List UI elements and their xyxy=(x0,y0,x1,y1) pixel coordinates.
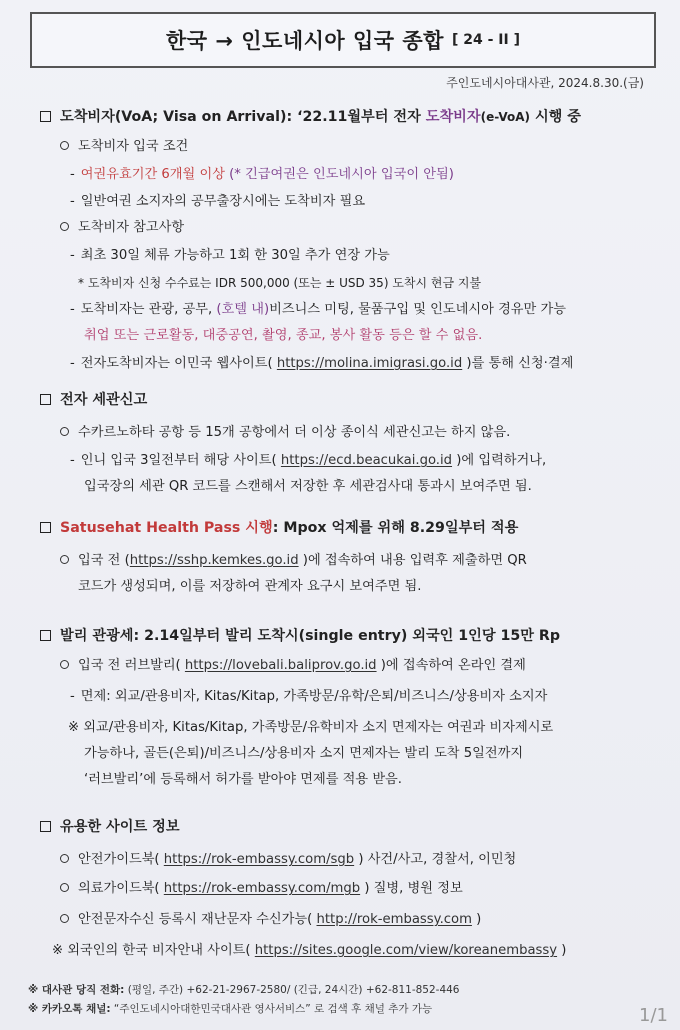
section-visa-heading: 도착비자(VoA; Visa on Arrival): ‘22.11월부터 전자 도착비자(e-VoA) 시행 중 xyxy=(40,108,581,126)
visa-conditions-subheading: 도착비자 입국 조건 xyxy=(60,138,188,156)
circle-bullet-icon xyxy=(60,660,69,669)
sgb-link[interactable]: https://rok-embassy.com/sgb xyxy=(163,852,355,867)
visa-condition-official: - 일반여권 소지자의 공무출장시에는 도착비자 필요 xyxy=(70,194,366,209)
bali-note-2: 가능하나, 골든(은퇴)/비즈니스/상용비자 소지 면제자는 발리 도착 5일전까지 xyxy=(84,746,524,761)
circle-bullet-icon xyxy=(60,854,69,863)
section-customs-heading: 전자 세관신고 xyxy=(40,391,147,409)
site-medical-guide: 의료가이드북( https://rok-embassy.com/mgb ) 질병, 병원 정보 xyxy=(60,880,463,898)
customs-paper: 수카르노하타 공항 등 15개 공항에서 더 이상 종이식 세관신고는 하지 않음. xyxy=(60,424,510,442)
page-title: 한국 → 인도네시아 입국 종합 xyxy=(165,29,444,53)
footer-phone: ※ 대사관 당직 전화: (평일, 주간) +62-21-2967-2580/ (긴급, 24시간) +62-811-852-446 xyxy=(28,984,460,996)
section-health-heading: Satusehat Health Pass 시행: Mpox 억제를 위해 8.29일부터 적용 xyxy=(40,519,518,537)
bali-note-1: ※ 외교/관용비자, Kitas/Kitap, 가족방문/유학비자 소지 면제자는 여권과 비자제시로 xyxy=(68,720,554,735)
square-bullet-icon xyxy=(40,394,51,405)
site-korea-visa: ※ 외국인의 한국 비자안내 사이트( https://sites.google.com/view/koreanembassy ) xyxy=(52,943,567,958)
korea-visa-link[interactable]: https://sites.google.com/view/koreanembassy xyxy=(254,943,558,958)
visa-notes-subheading: 도착비자 참고사항 xyxy=(60,219,184,237)
health-site: 입국 전 (https://sshp.kemkes.go.id )에 접속하여 내용 입력후 제출하면 QR xyxy=(60,552,527,570)
bali-payment: 입국 전 러브발리( https://lovebali.baliprov.go.id )에 접속하여 온라인 결제 xyxy=(60,657,526,675)
beacukai-link[interactable]: https://ecd.beacukai.go.id xyxy=(280,453,453,468)
circle-bullet-icon xyxy=(60,141,69,150)
circle-bullet-icon xyxy=(60,914,69,923)
embassy-link[interactable]: http://rok-embassy.com xyxy=(316,912,472,927)
circle-bullet-icon xyxy=(60,427,69,436)
visa-note-restrictions: 취업 또는 근로활동, 대중공연, 촬영, 종교, 봉사 활동 등은 할 수 없음. xyxy=(84,328,483,343)
visa-condition-passport: - 여권유효기간 6개월 이상 (* 긴급여권은 인도네시아 입국이 안됨) xyxy=(70,167,454,182)
title-edition: [ 24 - II ] xyxy=(451,32,520,48)
square-bullet-icon xyxy=(40,111,51,122)
visa-note-fee: * 도착비자 신청 수수료는 IDR 500,000 (또는 ± USD 35) 도착시 현금 지불 xyxy=(78,276,482,290)
site-safety-guide: 안전가이드북( https://rok-embassy.com/sgb ) 사건/사고, 경찰서, 이민청 xyxy=(60,851,516,869)
section-bali-heading: 발리 관광세: 2.14일부터 발리 도착시(single entry) 외국인 1인당 15만 Rp xyxy=(40,627,560,645)
circle-bullet-icon xyxy=(60,883,69,892)
health-qr: 코드가 생성되며, 이를 저장하여 관계자 요구시 보여주면 됨. xyxy=(78,579,422,594)
visa-note-purpose: - 도착비자는 관광, 공무, (호텔 내)비즈니스 미팅, 물품구입 및 인도네시아 경유만 가능 xyxy=(70,302,566,317)
mgb-link[interactable]: https://rok-embassy.com/mgb xyxy=(163,881,361,896)
circle-bullet-icon xyxy=(60,555,69,564)
square-bullet-icon xyxy=(40,630,51,641)
footer-kakao: ※ 카카오톡 채널: “주인도네시아대한민국대사관 영사서비스” 로 검색 후 채널 추가 가능 xyxy=(28,1003,433,1015)
circle-bullet-icon xyxy=(60,222,69,231)
visa-note-stay: - 최초 30일 체류 가능하고 1회 한 30일 추가 연장 가능 xyxy=(70,248,390,263)
page-number: 1/1 xyxy=(639,1005,668,1026)
dateline: 주인도네시아대사관, 2024.8.30.(금) xyxy=(446,76,644,90)
title-box xyxy=(30,12,656,68)
square-bullet-icon xyxy=(40,821,51,832)
customs-qr: 입국장의 세관 QR 코드를 스캔해서 저장한 후 세관검사대 통과시 보여주면 됨. xyxy=(84,479,532,494)
square-bullet-icon xyxy=(40,522,51,533)
visa-note-online: - 전자도착비자는 이민국 웹사이트( https://molina.imigrasi.go.id )를 통해 신청·결제 xyxy=(70,356,574,371)
site-safety-sms: 안전문자수신 등록시 재난문자 수신가능( http://rok-embassy.com ) xyxy=(60,911,481,929)
customs-site: - 인니 입국 3일전부터 해당 사이트( https://ecd.beacukai.go.id )에 입력하거나, xyxy=(70,453,547,468)
molina-link[interactable]: https://molina.imigrasi.go.id xyxy=(276,356,463,371)
bali-exemption: - 면제: 외교/관용비자, Kitas/Kitap, 가족방문/유학/은퇴/비즈니스/상용비자 소지자 xyxy=(70,689,548,704)
section-sites-heading: 유용한 사이트 정보 xyxy=(40,818,180,836)
bali-note-3: ‘러브발리’에 등록해서 허가를 받아야 면제를 적용 받음. xyxy=(84,772,402,787)
sshp-link[interactable]: https://sshp.kemkes.go.id xyxy=(129,553,299,568)
lovebali-link[interactable]: https://lovebali.baliprov.go.id xyxy=(184,658,377,673)
